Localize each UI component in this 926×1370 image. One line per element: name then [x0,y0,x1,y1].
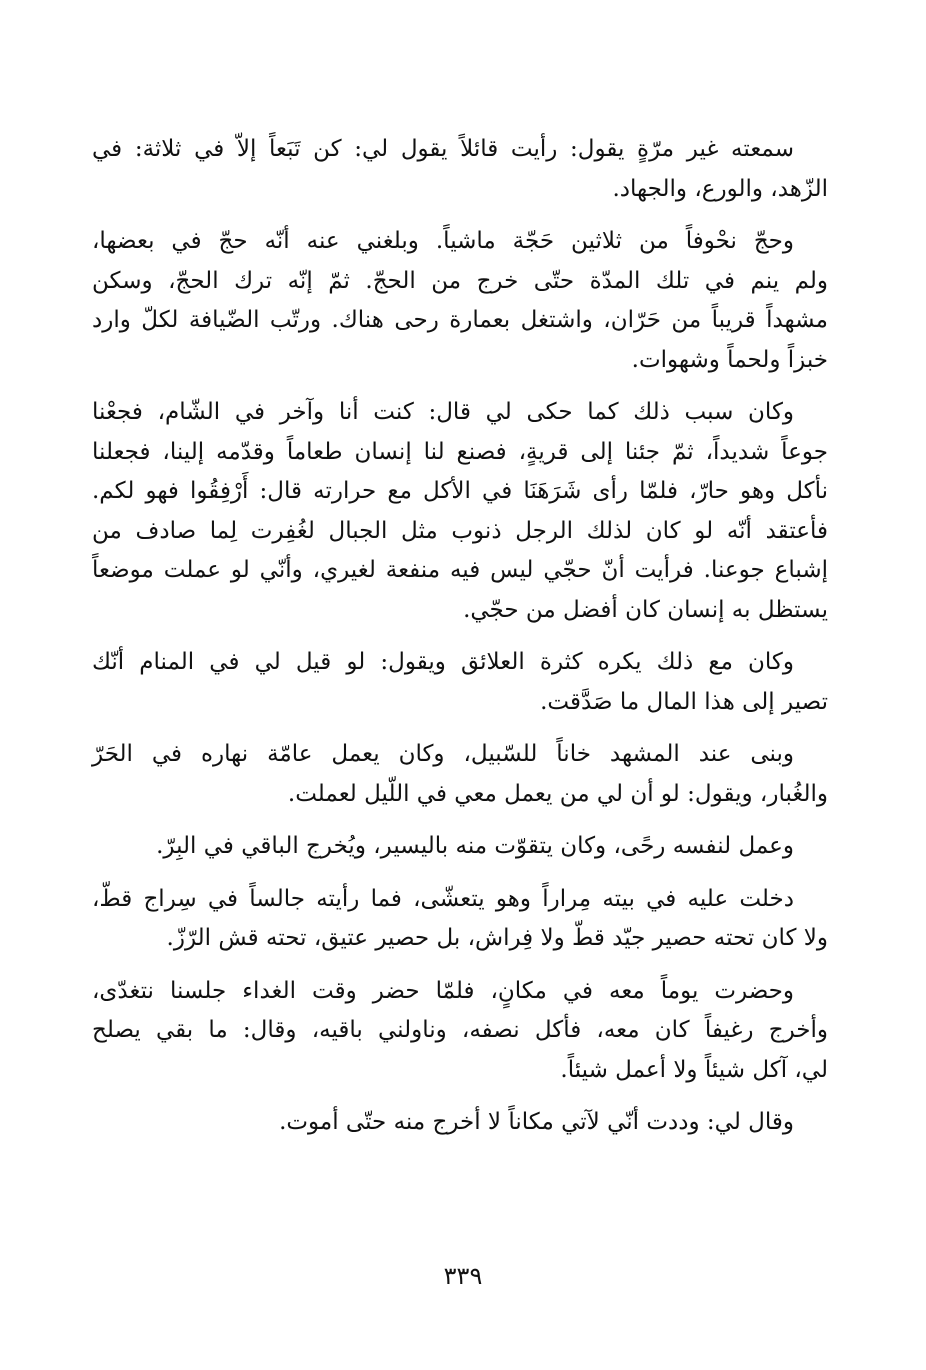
paragraph [92,1103,828,1143]
text-line: تصير إلى هذا المال ما صَدَّقت. [540,688,828,715]
text-line: خبزاً ولحماً وشهوات. [631,346,828,373]
text-line: وبنى عند المشهد خاناً للسّبيل، وكان يعمل عامّة نهاره في الحَرّ [92,741,794,767]
paragraph [92,222,828,380]
text-line: إشباع جوعنا. فرأيت أنّ حجّي ليس فيه منفعة لغيري، وأنّي لو عملت موضعاً [92,557,828,583]
text-line: الزّهد، والورع، والجهاد. [612,175,828,202]
text-line: وكان مع ذلك يكره كثرة العلائق ويقول: لو قيل لي في المنام أنّك [92,649,794,675]
paragraph [92,735,828,814]
paragraph [92,643,828,722]
paragraph [92,393,828,630]
text-line: وكان سبب ذلك كما حكى لي قال: كنت أنا وآخر في الشّام، فجعْنا [92,399,794,425]
text-line: والغُبار، ويقول: لو أن لي من يعمل معي في اللّيل لعملت. [287,780,828,807]
text-line: دخلت عليه في بيته مِراراً وهو يتعشّى، فما رأيته جالساً في سِراج قطّ، [92,885,794,912]
text-line: فأعتقد أنّه لو كان لذلك الرجل ذنوب مثل الجبال لغُفِرت لِما صادف من [92,517,828,544]
text-line: وحجّ نحْوفاً من ثلاثين حَجّة ماشياً. وبلغني عنه أنّه حجّ في بعضها، [92,228,794,254]
text-line: مشهداً قريباً من حَرّان، واشتغل بعمارة رحى هناك. ورتّب الضّيافة لكلّ وارد [92,307,828,333]
page-body [92,130,828,1156]
text-line: لي، آكل شيئاً ولا أعمل شيئاً. [560,1056,828,1083]
text-line: جوعاً شديداً، ثمّ جئنا إلى قريةٍ، فصنع لنا إنسان طعاماً وقدّمه إلينا، فجعلنا [92,438,828,465]
paragraph [92,827,828,867]
text-line: ولم ينم في تلك المدّة حتّى خرج من الحجّ. ثمّ إنّه ترك الحجّ، وسكن [92,267,828,294]
text-line: وأخرج رغيفاً كان معه، فأكل نصفه، وناولني باقيه، وقال: ما بقي يصلح [92,1017,828,1043]
paragraph [92,880,828,959]
text-line: نأكل وهو حارّ، فلمّا رأى شَرَهَنَا في الأكل مع حرارته قال: أَرْفِقُوا فهو لكم. [92,478,828,504]
paragraph [92,130,828,209]
paragraph [92,972,828,1091]
text-line: وحضرت يوماً معه في مكانٍ، فلمّا حضر وقت الغداء جلسنا نتغدّى، [92,977,794,1004]
text-line: يستظل به إنسان كان أفضل من حجّي. [463,596,828,623]
text-line: ولا كان تحته حصير جيّد قطّ ولا فِراش، بل حصير عتيق، تحته قش الرّزّ. [166,925,828,951]
text-line: وعمل لنفسه رحًى، وكان يتقوّت منه باليسير، ويُخرج الباقي في البِرّ. [156,833,794,859]
page-number: ٣٣٩ [443,1262,483,1290]
text-line: وقال لي: وددت أنّي لآتي مكاناً لا أخرج منه حتّى أموت. [279,1109,794,1135]
text-line: سمعته غير مرّةٍ يقول: رأيت قائلاً يقول لي: كن تَبَعاً إلاّ في ثلاثة: في [92,136,794,162]
